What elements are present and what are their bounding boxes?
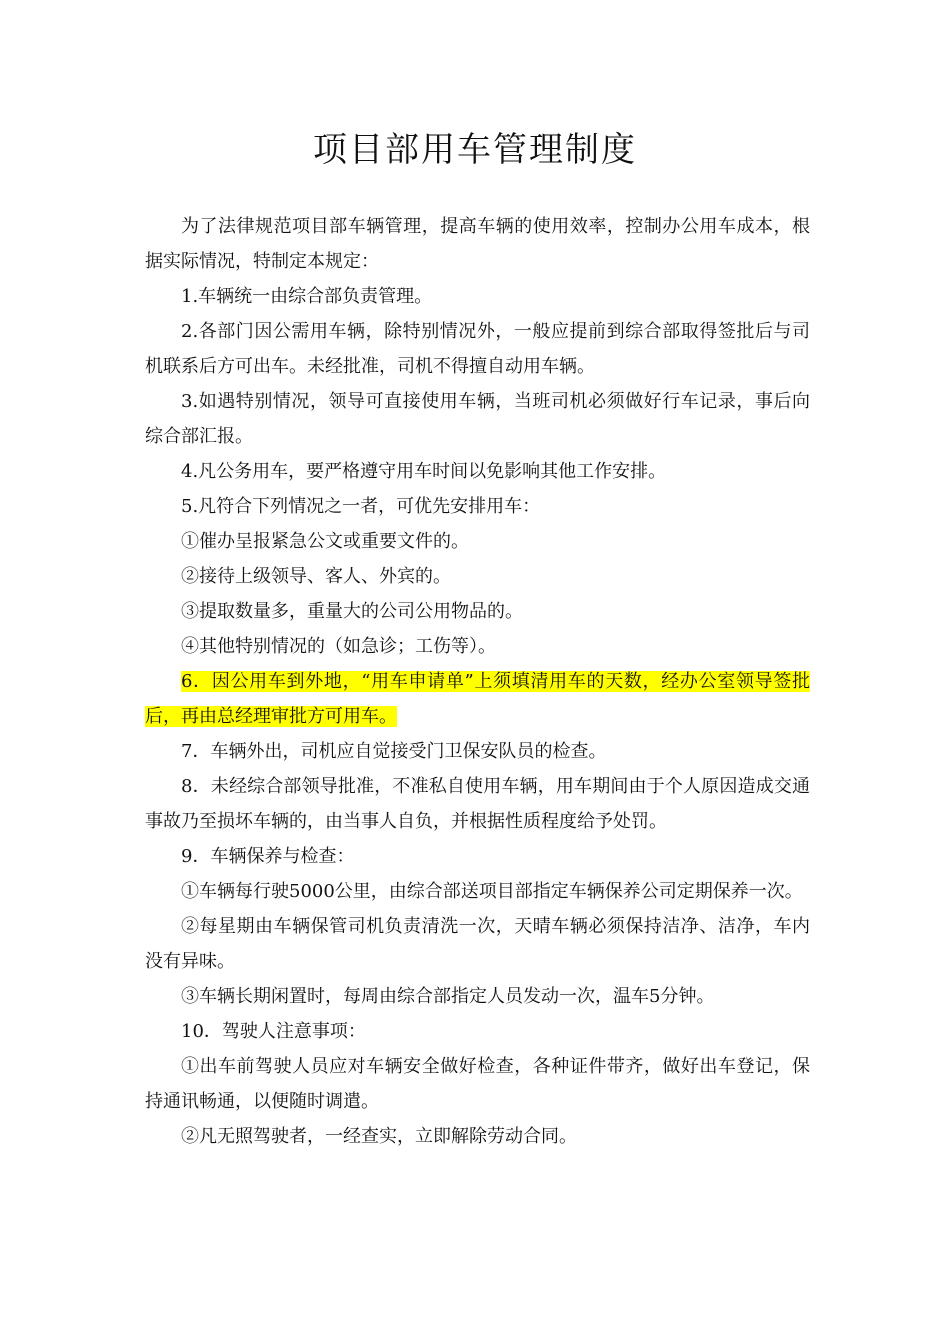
document-body — [145, 209, 810, 1154]
rule-4: 4.凡公务用车，要严格遵守用车时间以免影响其他工作安排。 — [181, 461, 667, 482]
rule-2: 2.各部门因公需用车辆，除特别情况外，一般应提前到综合部取得签批后与司机联系后方可出车。未经批准，司机不得擅自动用车辆。 — [145, 321, 810, 377]
document-title: 项目部用车管理制度 — [313, 130, 637, 170]
rule-10: 10．驾驶人注意事项： — [181, 1021, 366, 1042]
rule-5: 5.凡符合下列情况之一者，可优先安排用车： — [181, 496, 541, 517]
rule-1: 1.车辆统一由综合部负责管理。 — [181, 286, 433, 307]
rule-5-item-2: ②接待上级领导、客人、外宾的。 — [181, 566, 451, 587]
intro-paragraph: 为了法律规范项目部车辆管理，提高车辆的使用效率，控制办公用车成本，根据实际情况，特制定本规定： — [145, 216, 810, 272]
rule-6-highlighted — [145, 664, 810, 734]
rule-9-item-2: ②每星期由车辆保管司机负责清洗一次，天晴车辆必须保持洁净、洁净，车内没有异味。 — [145, 916, 810, 972]
rule-3: 3.如遇特别情况，领导可直接使用车辆，当班司机必须做好行车记录，事后向综合部汇报。 — [145, 391, 810, 447]
rule-5-item-3: ③提取数量多，重量大的公司公用物品的。 — [181, 601, 523, 622]
rule-8: 8．未经综合部领导批准，不准私自使用车辆，用车期间由于个人原因造成交通事故乃至损坏车辆的，由当事人自负，并根据性质程度给予处罚。 — [145, 776, 810, 832]
highlighted-text: 6．因公用车到外地，“用车申请单”上须填清用车的天数，经办公室领导签批后，再由总经理审批方可用车。 — [145, 671, 810, 727]
rule-9-item-1: ①车辆每行驶5000公里，由综合部送项目部指定车辆保养公司定期保养一次。 — [181, 881, 803, 902]
rule-7: 7．车辆外出，司机应自觉接受门卫保安队员的检查。 — [181, 741, 607, 762]
rule-5-item-4: ④其他特别情况的（如急诊；工伤等）。 — [181, 636, 496, 657]
rule-9: 9．车辆保养与检查： — [181, 846, 355, 867]
rule-10-item-1: ①出车前驾驶人员应对车辆安全做好检查，各种证件带齐，做好出车登记，保持通讯畅通，以便随时调遣。 — [145, 1056, 810, 1112]
rule-5-item-1: ①催办呈报紧急公文或重要文件的。 — [181, 531, 469, 552]
rule-10-item-2: ②凡无照驾驶者，一经查实，立即解除劳动合同。 — [181, 1126, 577, 1147]
rule-9-item-3: ③车辆长期闲置时，每周由综合部指定人员发动一次，温车5分钟。 — [181, 986, 715, 1007]
